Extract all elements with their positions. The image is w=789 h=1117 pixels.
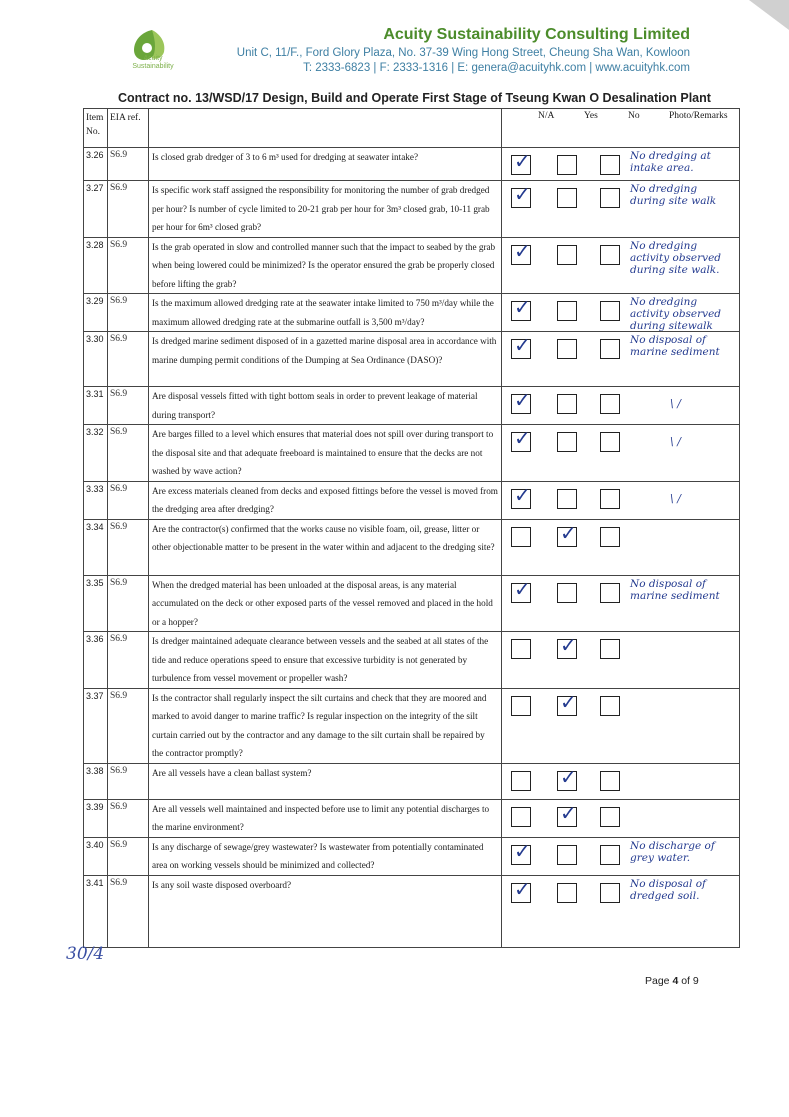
item-number: 3.31 xyxy=(84,387,108,425)
table-row xyxy=(84,294,740,332)
header-na: N/A xyxy=(538,111,555,121)
eia-reference: S6.9 xyxy=(108,837,149,875)
checkbox-yes[interactable] xyxy=(557,245,577,265)
eia-reference: S6.9 xyxy=(108,387,149,425)
checkbox-no[interactable] xyxy=(600,394,620,414)
table-row xyxy=(84,632,740,689)
contact-line: T: 2333-6823 | F: 2333-1316 | E: genera@acuityhk.com | www.acuityhk.com xyxy=(303,62,690,74)
checkbox-yes[interactable] xyxy=(557,394,577,414)
answer-cell xyxy=(502,181,740,238)
checkmark-icon: ✓ xyxy=(560,800,577,825)
handwritten-date: 30/4 xyxy=(66,944,105,964)
eia-reference: S6.9 xyxy=(108,332,149,387)
checkmark-icon: ✓ xyxy=(514,876,531,901)
item-number: 3.29 xyxy=(84,294,108,332)
checkbox-yes[interactable] xyxy=(557,339,577,359)
item-number: 3.32 xyxy=(84,425,108,482)
checkmark-icon: ✓ xyxy=(514,426,531,450)
checkbox-na[interactable] xyxy=(511,527,531,547)
question-text: Are disposal vessels fitted with tight bottom seals in order to prevent leakage of material during transport? xyxy=(149,387,502,425)
item-number: 3.27 xyxy=(84,181,108,238)
checkbox-yes[interactable] xyxy=(557,432,577,452)
eia-reference: S6.9 xyxy=(108,181,149,238)
checkbox-no[interactable] xyxy=(600,583,620,603)
checkmark-icon: ✓ xyxy=(560,520,577,545)
checkbox-no[interactable] xyxy=(600,771,620,791)
item-number: 3.33 xyxy=(84,481,108,519)
checkbox-no[interactable] xyxy=(600,155,620,175)
table-row xyxy=(84,575,740,632)
checkbox-no[interactable] xyxy=(600,883,620,903)
table-row xyxy=(84,425,740,482)
checkbox-yes[interactable] xyxy=(557,845,577,865)
table-row xyxy=(84,332,740,387)
question-text: Are excess materials cleaned from decks and exposed fittings before the vessel is moved from the dredging area after dredging? xyxy=(149,481,502,519)
checkmark-icon: ✓ xyxy=(514,388,531,412)
page-corner-fold xyxy=(749,0,789,30)
checkbox-no[interactable] xyxy=(600,489,620,509)
checkbox-yes[interactable] xyxy=(557,583,577,603)
checkmark-icon: ✓ xyxy=(560,633,577,657)
logo-caption-line-2: Sustainability xyxy=(132,63,174,70)
company-name: Acuity Sustainability Consulting Limited xyxy=(383,26,690,43)
checkmark-icon: ✓ xyxy=(560,689,577,714)
question-text: When the dredged material has been unloaded at the disposal areas, is any material accumulated on the deck or other exposed parts of the vessel removed and placed in the hold or a hopper? xyxy=(149,575,502,632)
item-number: 3.35 xyxy=(84,575,108,632)
answer-cell xyxy=(502,688,740,763)
answer-cell xyxy=(502,332,740,387)
page-total: 9 xyxy=(692,975,699,987)
handwritten-remark: No disposal of marine sediment xyxy=(630,577,720,602)
header-row xyxy=(84,109,740,148)
header-question xyxy=(149,109,502,148)
table-row xyxy=(84,799,740,837)
answer-cell xyxy=(502,294,740,332)
handwritten-remark: \ / xyxy=(670,397,681,410)
eia-reference: S6.9 xyxy=(108,148,149,181)
handwritten-remark: No dredging during site walk xyxy=(630,183,717,207)
checkbox-no[interactable] xyxy=(600,845,620,865)
company-address xyxy=(200,46,690,76)
checkbox-no[interactable] xyxy=(600,527,620,547)
question-text: Is the maximum allowed dredging rate at the seawater intake limited to 750 m³/day while the maximum allowed dredging rate at the submarine outfall is 3,500 m³/day? xyxy=(149,294,502,332)
question-text: Are the contractor(s) confirmed that the works cause no visible foam, oil, grease, litter or other objectionable matter to be present in the water within and adjacent to the dredging site? xyxy=(149,519,502,575)
table-row xyxy=(84,481,740,519)
logo-caption xyxy=(118,55,188,71)
checkbox-no[interactable] xyxy=(600,432,620,452)
header-eia-ref: EIA ref. xyxy=(108,109,149,148)
checkbox-no[interactable] xyxy=(600,807,620,827)
checkmark-icon: ✓ xyxy=(514,182,531,206)
question-text: Are barges filled to a level which ensures that material does not spill over during transport to the disposal site and that adequate freeboard is maintained to ensure that the decks are not washed by wave action? xyxy=(149,425,502,482)
header-yes: Yes xyxy=(584,111,598,121)
answer-cell xyxy=(502,875,740,947)
checkbox-no[interactable] xyxy=(600,301,620,321)
item-number: 3.39 xyxy=(84,799,108,837)
question-text: Is the grab operated in slow and controlled manner such that the impact to seabed by the grab when being lowered could be minimized? Is the operator ensured the grab be properly closed before lifting the grab? xyxy=(149,237,502,294)
eia-reference: S6.9 xyxy=(108,294,149,332)
header-remarks: Photo/Remarks xyxy=(669,111,728,121)
answer-cell xyxy=(502,387,740,425)
table-row xyxy=(84,688,740,763)
answer-cell xyxy=(502,481,740,519)
question-text: Is any soil waste disposed overboard? xyxy=(149,875,502,947)
checklist-table xyxy=(83,108,740,948)
checkbox-na[interactable] xyxy=(511,696,531,716)
checkbox-yes[interactable] xyxy=(557,301,577,321)
eia-reference: S6.9 xyxy=(108,425,149,482)
checkbox-na[interactable] xyxy=(511,771,531,791)
item-number: 3.41 xyxy=(84,875,108,947)
checkbox-yes[interactable] xyxy=(557,188,577,208)
table-row xyxy=(84,237,740,294)
table-row xyxy=(84,181,740,238)
item-number: 3.38 xyxy=(84,763,108,799)
checkbox-no[interactable] xyxy=(600,639,620,659)
checkbox-na[interactable] xyxy=(511,639,531,659)
table-row xyxy=(84,763,740,799)
header-no: No xyxy=(628,111,640,121)
checkbox-no[interactable] xyxy=(600,245,620,265)
eia-reference: S6.9 xyxy=(108,519,149,575)
answer-cell xyxy=(502,519,740,575)
table-row xyxy=(84,519,740,575)
question-text: Are all vessels well maintained and inspected before use to limit any potential discharges to the marine environment? xyxy=(149,799,502,837)
checkmark-icon: ✓ xyxy=(560,764,577,789)
checkmark-icon: ✓ xyxy=(514,838,531,863)
checkmark-icon: ✓ xyxy=(514,295,531,319)
page-current: 4 xyxy=(672,975,679,987)
answer-cell xyxy=(502,148,740,181)
checkbox-na[interactable] xyxy=(511,807,531,827)
checkbox-no[interactable] xyxy=(600,188,620,208)
checkmark-icon: ✓ xyxy=(514,333,531,357)
handwritten-remark: No disposal of dredged soil. xyxy=(630,877,706,902)
checkbox-no[interactable] xyxy=(600,339,620,359)
answer-cell xyxy=(502,763,740,799)
item-number: 3.36 xyxy=(84,632,108,689)
eia-reference: S6.9 xyxy=(108,875,149,947)
header-options xyxy=(502,109,740,148)
table-row xyxy=(84,387,740,425)
checkbox-no[interactable] xyxy=(600,696,620,716)
eia-reference: S6.9 xyxy=(108,632,149,689)
handwritten-remark: \ / xyxy=(670,491,681,505)
answer-cell xyxy=(502,632,740,689)
header-item-no: Item No. xyxy=(84,109,108,148)
answer-cell xyxy=(502,837,740,875)
handwritten-remark: \ / xyxy=(670,435,681,448)
page-number xyxy=(645,975,699,987)
checkmark-icon: ✓ xyxy=(514,576,531,601)
answer-cell xyxy=(502,237,740,294)
table-row xyxy=(84,875,740,947)
handwritten-remark: No dredging at intake area. xyxy=(630,150,711,174)
item-number: 3.37 xyxy=(84,688,108,763)
item-number: 3.26 xyxy=(84,148,108,181)
handwritten-remark: No disposal of marine sediment xyxy=(630,334,720,358)
item-number: 3.34 xyxy=(84,519,108,575)
handwritten-remark: No dredging activity observed during site walk. xyxy=(630,239,722,276)
item-number: 3.40 xyxy=(84,837,108,875)
item-number: 3.30 xyxy=(84,332,108,387)
question-text: Is specific work staff assigned the responsibility for monitoring the number of grab dredged per hour? Is number of cycle limited to 20-21 grab per hour for 3m³ closed grab, 10-11 grab per hour for 6m³ closed grab? xyxy=(149,181,502,238)
page-prefix: Page xyxy=(645,975,673,987)
question-text: Is the contractor shall regularly inspect the silt curtains and check that they are moored and marked to avoid danger to marine traffic? Is regular inspection on the integrity of the silt curtain carried out by the contractor and any damage to the silt curtain shall be repaired by the contractor promptly? xyxy=(149,688,502,763)
table-row xyxy=(84,148,740,181)
handwritten-remark: No dredging activity observed during sitewalk xyxy=(630,296,722,332)
answer-cell xyxy=(502,575,740,632)
question-text: Is dredger maintained adequate clearance between vessels and the seabed at all states of the tide and reduce operations speed to ensure that excessive turbidity is not generated by turbulence from vessel movement or propeller wash? xyxy=(149,632,502,689)
checkbox-yes[interactable] xyxy=(557,489,577,509)
question-text: Is closed grab dredger of 3 to 6 m³ used for dredging at seawater intake? xyxy=(149,148,502,181)
contract-title: Contract no. 13/WSD/17 Design, Build and Operate First Stage of Tseung Kwan O Desalination Plant xyxy=(118,91,711,105)
checkmark-icon: ✓ xyxy=(514,482,531,507)
checkbox-yes[interactable] xyxy=(557,883,577,903)
answer-cell xyxy=(502,799,740,837)
eia-reference: S6.9 xyxy=(108,799,149,837)
checkmark-icon: ✓ xyxy=(514,238,531,263)
page-middle: of xyxy=(678,975,693,987)
question-text: Is dredged marine sediment disposed of in a gazetted marine disposal area in accordance with marine dumping permit conditions of the Dumping at Sea Ordinance (DASO)? xyxy=(149,332,502,387)
table-row xyxy=(84,837,740,875)
address-line: Unit C, 11/F., Ford Glory Plaza, No. 37-39 Wing Hong Street, Cheung Sha Wan, Kowloon xyxy=(236,47,690,59)
eia-reference: S6.9 xyxy=(108,688,149,763)
eia-reference: S6.9 xyxy=(108,237,149,294)
eia-reference: S6.9 xyxy=(108,763,149,799)
question-text: Is any discharge of sewage/grey wastewater? Is wastewater from potentially contaminated area on working vessels should be minimized and collected? xyxy=(149,837,502,875)
checkbox-yes[interactable] xyxy=(557,155,577,175)
answer-cell xyxy=(502,425,740,482)
item-number: 3.28 xyxy=(84,237,108,294)
eia-reference: S6.9 xyxy=(108,575,149,632)
logo-caption-line-1: Acuity xyxy=(143,55,163,62)
eia-reference: S6.9 xyxy=(108,481,149,519)
checkmark-icon: ✓ xyxy=(514,149,531,173)
handwritten-remark: No discharge of grey water. xyxy=(630,839,715,864)
question-text: Are all vessels have a clean ballast system? xyxy=(149,763,502,799)
